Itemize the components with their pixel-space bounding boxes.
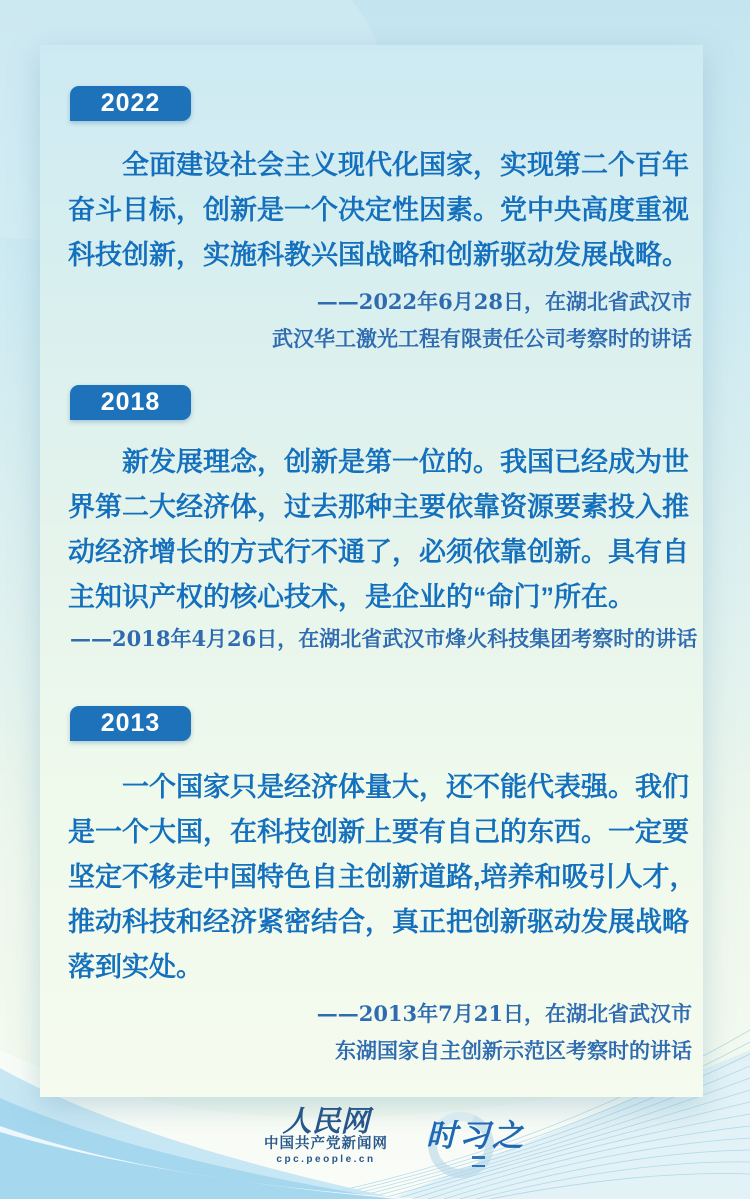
quote-2022 (68, 143, 698, 278)
source-line: 武汉华工激光工程有限责任公司考察时的讲话 (272, 326, 692, 351)
quote-line: 主知识产权的核心技术，是企业的“命门”所在。 (68, 582, 635, 612)
quote-line: 落到实处。 (68, 952, 203, 982)
shixizhi-wordmark: 时习之 (426, 1118, 525, 1153)
year-badge-2022: 2022 (70, 86, 191, 121)
shixizhi-logo (426, 1116, 546, 1176)
year-badge-2018: 2018 (70, 385, 191, 420)
shixizhi-dashes-icon (472, 1156, 485, 1167)
footer-logos (30, 1106, 750, 1176)
peoples-daily-online-logo (264, 1106, 388, 1166)
quote-line: 一个国家只是经济体量大，还不能代表强。我们 (122, 772, 689, 802)
year-badge-2013: 2013 (70, 706, 191, 741)
source-line: ——2013年7月21日，在湖北省武汉市 (316, 1001, 692, 1026)
quote-2018 (68, 440, 698, 620)
source-line: ——2018年4月26日，在湖北省武汉市烽火科技集团考察时的讲话 (70, 626, 698, 651)
quote-line: 新发展理念，创新是第一位的。我国已经成为世 (122, 447, 689, 477)
quote-line: 全面建设社会主义现代化国家，实现第二个百年 (122, 150, 689, 180)
cpc-news-site-label: 中国共产党新闻网 (264, 1136, 388, 1152)
quote-2013 (68, 765, 698, 990)
quote-source-2018 (70, 620, 698, 657)
quote-card (40, 45, 703, 1097)
quote-source-2022 (70, 283, 692, 357)
quote-line: 奋斗目标，创新是一个决定性因素。党中央高度重视 (68, 195, 689, 225)
peoples-daily-online-wordmark: 人民网 (282, 1104, 370, 1138)
quote-line: 界第二大经济体，过去那种主要依靠资源要素投入推 (68, 492, 689, 522)
quote-source-2013 (70, 995, 692, 1069)
quote-line: 推动科技和经济紧密结合，真正把创新驱动发展战略 (68, 907, 689, 937)
source-line: 东湖国家自主创新示范区考察时的讲话 (335, 1038, 692, 1063)
quote-line: 动经济增长的方式行不通了，必须依靠创新。具有自 (68, 537, 689, 567)
source-line: ——2022年6月28日，在湖北省武汉市 (316, 289, 692, 314)
quote-line: 是一个大国，在科技创新上要有自己的东西。一定要 (68, 817, 689, 847)
quote-line: 坚定不移走中国特色自主创新道路,培养和吸引人才， (68, 862, 697, 892)
cpc-news-site-domain: cpc.people.cn (276, 1154, 376, 1165)
quote-line: 科技创新，实施科教兴国战略和创新驱动发展战略。 (68, 240, 689, 270)
